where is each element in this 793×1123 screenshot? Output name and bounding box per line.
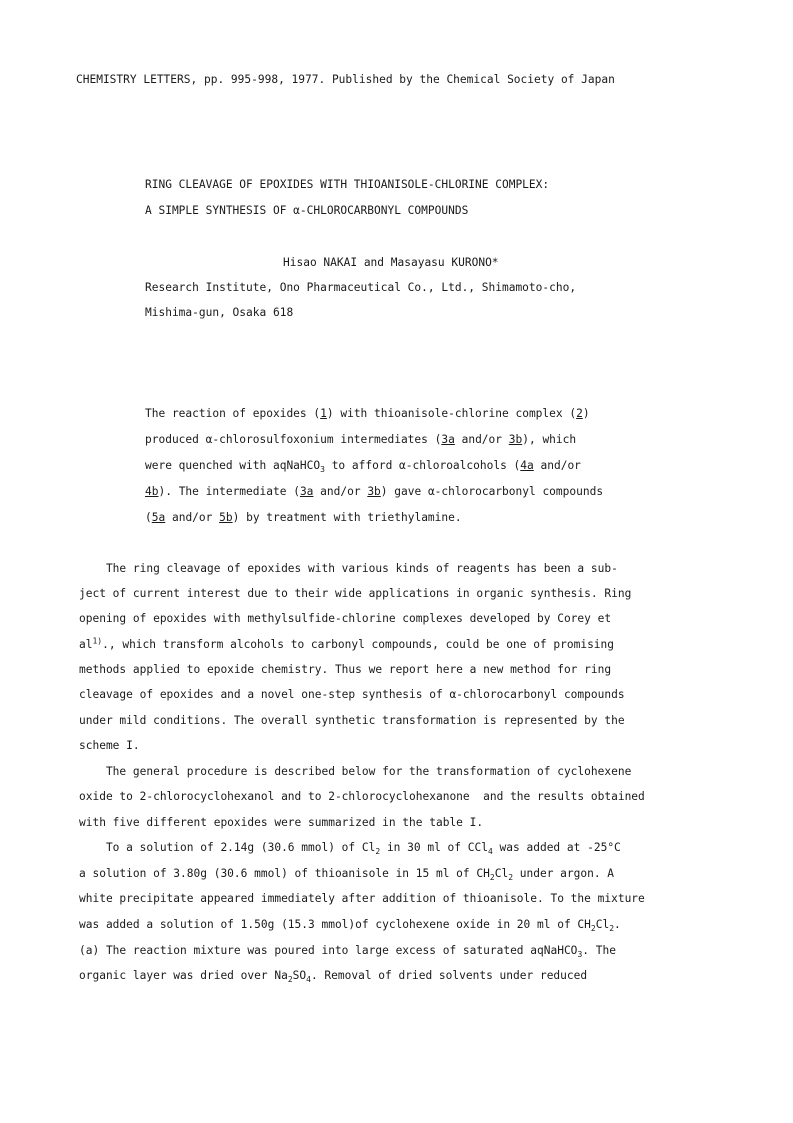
abstract-line: 4b). The intermediate (3a and/or 3b) gave α-chlorocarbonyl compounds	[145, 485, 604, 498]
compound-ref: 5a	[151, 511, 166, 524]
compound-ref: 1	[320, 407, 327, 420]
compound-ref: 3a	[299, 485, 314, 498]
body-line: was added a solution of 1.50g (15.3 mmol)of cyclohexene oxide in 20 ml of $CH_2Cl_2$.	[79, 918, 621, 934]
body-line: white precipitate appeared immediately after addition of thioanisole. To the mixture	[79, 892, 645, 905]
body-line: The ring cleavage of epoxides with various kinds of reagents has been a sub-	[79, 562, 618, 575]
compound-ref: 3b	[367, 485, 381, 498]
body-line: under mild conditions. The overall synthetic transformation is represented by the	[79, 714, 625, 727]
body-line: organic layer was dried over $Na_2SO_4$. Removal of dried solvents under reduced	[79, 969, 588, 985]
abstract-line: The reaction of epoxides (1) with thioanisole-chlorine complex (2)	[145, 407, 590, 420]
paper-title-line-1: RING CLEAVAGE OF EPOXIDES WITH THIOANISOLE-CHLORINE COMPLEX:	[145, 178, 550, 191]
abstract-line: were quenched with aqNaHCO$_3$ to afford α-chloroalcohols (4a and/or	[145, 459, 581, 475]
affiliation-line-1: Research Institute, Ono Pharmaceutical Co., Ltd., Shimamoto-cho,	[145, 281, 577, 294]
compound-ref: 2	[576, 407, 583, 420]
citation-ref: 1)	[92, 636, 103, 646]
abstract-line: produced α-chlorosulfoxonium intermediates (3a and/or 3b), which	[145, 433, 577, 446]
body-line: (a) The reaction mixture was poured into large excess of saturated aqNaHCO$_3$. The	[79, 944, 616, 960]
compound-ref: 5b	[219, 511, 233, 524]
body-line: The general procedure is described below for the transformation of cyclohexene	[79, 765, 632, 778]
compound-ref: 3a	[441, 433, 455, 446]
authors: Hisao NAKAI and Masayasu KURONO*	[283, 256, 499, 269]
abstract-line: (5a and/or 5b) by treatment with triethylamine.	[145, 511, 462, 524]
compound-ref: 3b	[508, 433, 523, 446]
paper-title-line-2: A SIMPLE SYNTHESIS OF α-CHLOROCARBONYL COMPOUNDS	[145, 204, 469, 217]
body-line: cleavage of epoxides and a novel one-step synthesis of α-chlorocarbonyl compounds	[79, 688, 625, 701]
body-line: scheme I.	[79, 739, 140, 752]
body-line: oxide to 2-chlorocyclohexanol and to 2-chlorocyclohexanone and the results obtained	[79, 790, 645, 803]
compound-ref: 4b	[145, 485, 159, 498]
affiliation-line-2: Mishima-gun, Osaka 618	[145, 306, 294, 319]
body-line: with five different epoxides were summarized in the table I.	[79, 816, 484, 829]
body-line: To a solution of 2.14g (30.6 mmol) of $Cl_2$ in 30 ml of CCl$_4$ was added at -25°C	[79, 841, 621, 857]
body-line: a solution of 3.80g (30.6 mmol) of thioanisole in 15 ml of $CH_2Cl_2$ under argon. A	[79, 867, 615, 883]
compound-ref: 4a	[520, 459, 534, 472]
body-line: methods applied to epoxide chemistry. Thus we report here a new method for ring	[79, 663, 612, 676]
body-line: $al^{1)}$., which transform alcohols to carbonyl compounds, could be one of promising	[79, 636, 615, 651]
body-line: opening of epoxides with methylsulfide-chlorine complexes developed by Corey et	[79, 612, 612, 625]
running-head: CHEMISTRY LETTERS, pp. 995-998, 1977. Published by the Chemical Society of Japan	[76, 73, 615, 86]
body-line: ject of current interest due to their wide applications in organic synthesis. Ring	[79, 587, 632, 600]
